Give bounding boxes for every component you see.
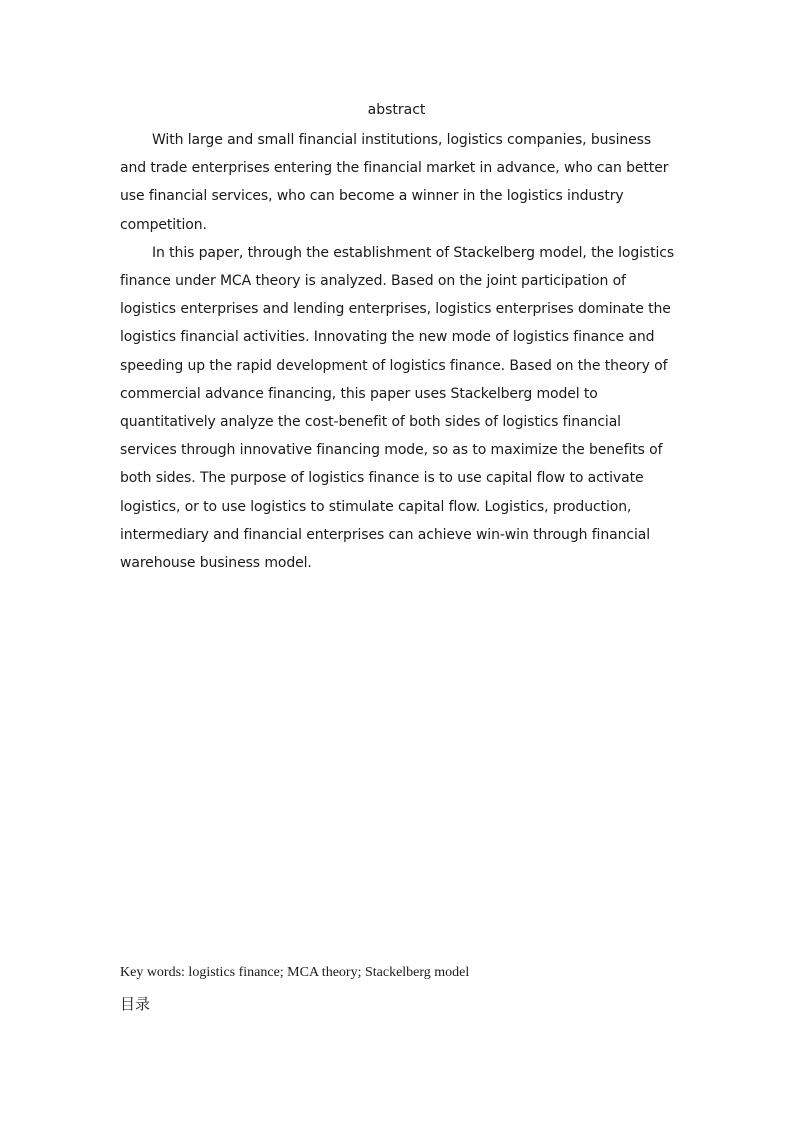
abstract-heading: abstract (367, 102, 426, 118)
table-of-contents-heading: 目录 (120, 995, 151, 1013)
abstract-paragraph-1: With large and small financial institutions, logistics companies, business and trade enterprises entering the financial market in advance, who can better use financial services, who can become a winner in the logistics industry competition. (120, 132, 669, 233)
abstract-body (120, 126, 680, 577)
abstract-paragraph-2: In this paper, through the establishment of Stackelberg model, the logistics finance under MCA theory is analyzed. Based on the joint participation of logistics enterprises and lending enterprises, logistics enterprises dominate the logistics financial activities. Innovating the new mode of logistics finance and speeding up the rapid development of logistics finance. Based on the theory of commercial advance financing, this paper uses Stackelberg model to quantitatively analyze the cost-benefit of both sides of logistics financial services through innovative financing mode, so as to maximize the benefits of both sides. The purpose of logistics finance is to use capital flow to activate logistics, or to use logistics to stimulate capital flow. Logistics, production, intermediary and financial enterprises can achieve win-win through financial warehouse business model. (120, 244, 675, 572)
keywords-line: Key words: logistics finance; MCA theory; Stackelberg model (120, 965, 470, 980)
